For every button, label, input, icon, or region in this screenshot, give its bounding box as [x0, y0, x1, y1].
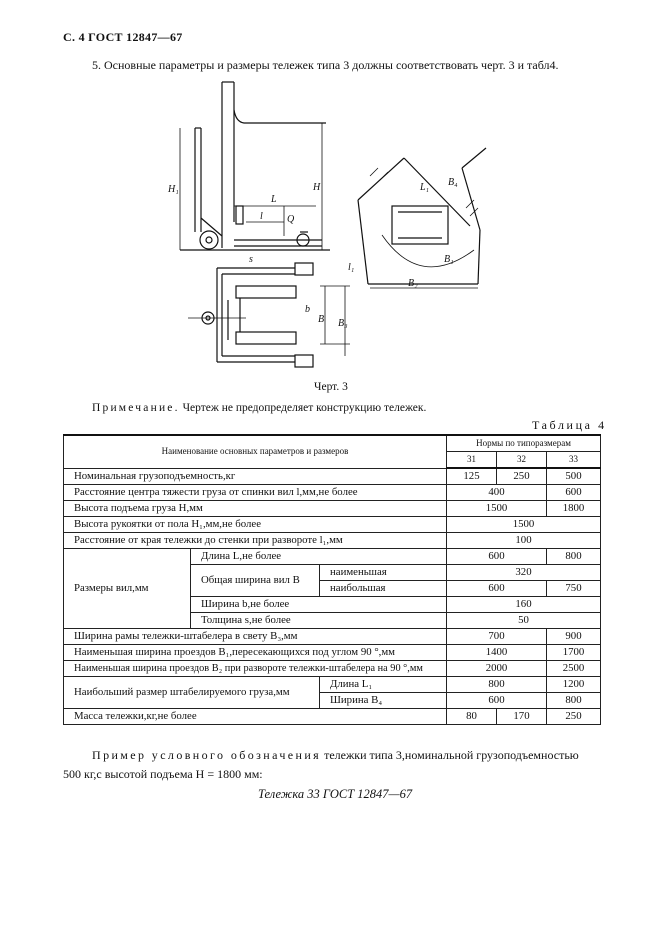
side-view: [167, 82, 330, 265]
cell-value: 160: [447, 597, 601, 613]
cell-value: 125: [447, 468, 497, 485]
label-L1: L₁: [420, 182, 430, 193]
row-label: Расстояние центра тяжести груза от спинки вил l,мм,не более: [64, 485, 447, 501]
table-row: [64, 485, 601, 501]
row-label: Высота рукоятки от пола H₁,мм,не более: [64, 517, 447, 533]
label-H: H: [313, 182, 321, 193]
cell-value: 50: [447, 613, 601, 629]
size-33: 33: [547, 452, 601, 469]
row-label: Ширина B₄: [320, 693, 447, 709]
table-row: [64, 533, 601, 549]
aisle-diagram: [348, 148, 486, 289]
cell-value: 2000: [447, 661, 547, 677]
label-L: L: [271, 194, 277, 205]
cell-value: 170: [497, 709, 547, 725]
table-row: [64, 501, 601, 517]
example-line-2: 500 кг,с высотой подъема H = 1800 мм:: [63, 767, 263, 781]
label-l1: l₁: [348, 262, 355, 273]
note-text: Чертеж не предопределяет конструкцию тележек.: [179, 402, 427, 414]
row-label: Номинальная грузоподъемность,кг: [64, 468, 447, 485]
paragraph-5: 5. Основные параметры и размеры тележек типа 3 должны соответствовать черт. 3 и табл4.: [92, 58, 559, 72]
cell-value: 750: [547, 581, 601, 597]
cell-value: 600: [447, 693, 547, 709]
row-label: Ширина рамы тележки-штабелера в свету B₃,мм: [64, 629, 447, 645]
cell-value: 1700: [547, 645, 601, 661]
note-prefix: Примечание.: [92, 402, 180, 414]
label-Q: Q: [287, 214, 295, 225]
row-label: Толщина s,не более: [191, 613, 447, 629]
label-l: l: [260, 211, 263, 222]
cell-value: 400: [447, 485, 547, 501]
row-label: Масса тележки,кг,не более: [64, 709, 447, 725]
example-designation: Тележка 33 ГОСТ 12847—67: [258, 787, 413, 801]
cell-value: 1400: [447, 645, 547, 661]
label-B1: B₁: [444, 254, 454, 265]
col-header: Наименование основных параметров и размеров: [64, 435, 447, 468]
figure-drawing: [165, 78, 505, 370]
table-row: [64, 677, 601, 693]
cell-value: 2500: [547, 661, 601, 677]
cell-value: 80: [447, 709, 497, 725]
norms-header: Нормы по типоразмерам: [447, 435, 601, 452]
cell-value: 900: [547, 629, 601, 645]
table-header-row: [64, 435, 601, 452]
size-31: 31: [447, 452, 497, 469]
row-label: Наибольший размер штабелируемого груза,мм: [64, 677, 320, 709]
figure-caption: Черт. 3: [314, 381, 348, 393]
figure-note: [92, 402, 426, 414]
example-line-1: [92, 748, 579, 763]
table-row: [64, 661, 601, 677]
row-label: Размеры вил,мм: [64, 549, 191, 629]
top-view: [188, 263, 350, 367]
table-row: [64, 517, 601, 533]
table-row: [64, 468, 601, 485]
row-label: Длина L,не более: [191, 549, 447, 565]
cell-value: 800: [547, 549, 601, 565]
label-b: b: [305, 304, 310, 315]
example-prefix: Пример условного обозначения: [92, 748, 322, 762]
label-B3: B₃: [338, 318, 348, 329]
example-text: тележки типа 3,номинальной грузоподъемностью: [321, 748, 579, 762]
cell-value: 100: [447, 533, 601, 549]
row-label: Длина L₁: [320, 677, 447, 693]
row-label: Ширина b,не более: [191, 597, 447, 613]
table-caption: Таблица 4: [532, 418, 607, 432]
page-header: С. 4 ГОСТ 12847—67: [63, 30, 183, 44]
cell-value: 600: [447, 581, 547, 597]
cell-value: 600: [447, 549, 547, 565]
cell-value: 1500: [447, 517, 601, 533]
table-row: [64, 709, 601, 725]
cell-value: 1500: [447, 501, 547, 517]
cell-value: 1800: [547, 501, 601, 517]
row-label: Наименьшая ширина проездов B₂ при развороте тележки-штабелера на 90 °,мм: [64, 661, 447, 677]
row-label: наибольшая: [320, 581, 447, 597]
cell-value: 600: [547, 485, 601, 501]
label-B4: B₄: [448, 177, 458, 188]
label-H1: H₁: [168, 184, 179, 195]
row-label: Расстояние от края тележки до стенки при развороте l₁,мм: [64, 533, 447, 549]
cell-value: 250: [497, 468, 547, 485]
table-row: [64, 645, 601, 661]
cell-value: 250: [547, 709, 601, 725]
table-row: [64, 629, 601, 645]
cell-value: 1200: [547, 677, 601, 693]
label-s: s: [249, 254, 253, 265]
row-label: Высота подъема груза H,мм: [64, 501, 447, 517]
cell-value: 800: [547, 693, 601, 709]
cell-value: 320: [447, 565, 601, 581]
label-B: B: [318, 314, 325, 325]
cell-value: 500: [547, 468, 601, 485]
parameters-table: [63, 434, 601, 725]
cell-value: 800: [447, 677, 547, 693]
cell-value: 700: [447, 629, 547, 645]
label-B2: B₂: [408, 278, 418, 289]
table-row: [64, 549, 601, 565]
size-32: 32: [497, 452, 547, 469]
row-label: Общая ширина вил B: [191, 565, 320, 597]
row-label: Наименьшая ширина проездов B₁,пересекающихся под углом 90 °,мм: [64, 645, 447, 661]
row-label: наименьшая: [320, 565, 447, 581]
